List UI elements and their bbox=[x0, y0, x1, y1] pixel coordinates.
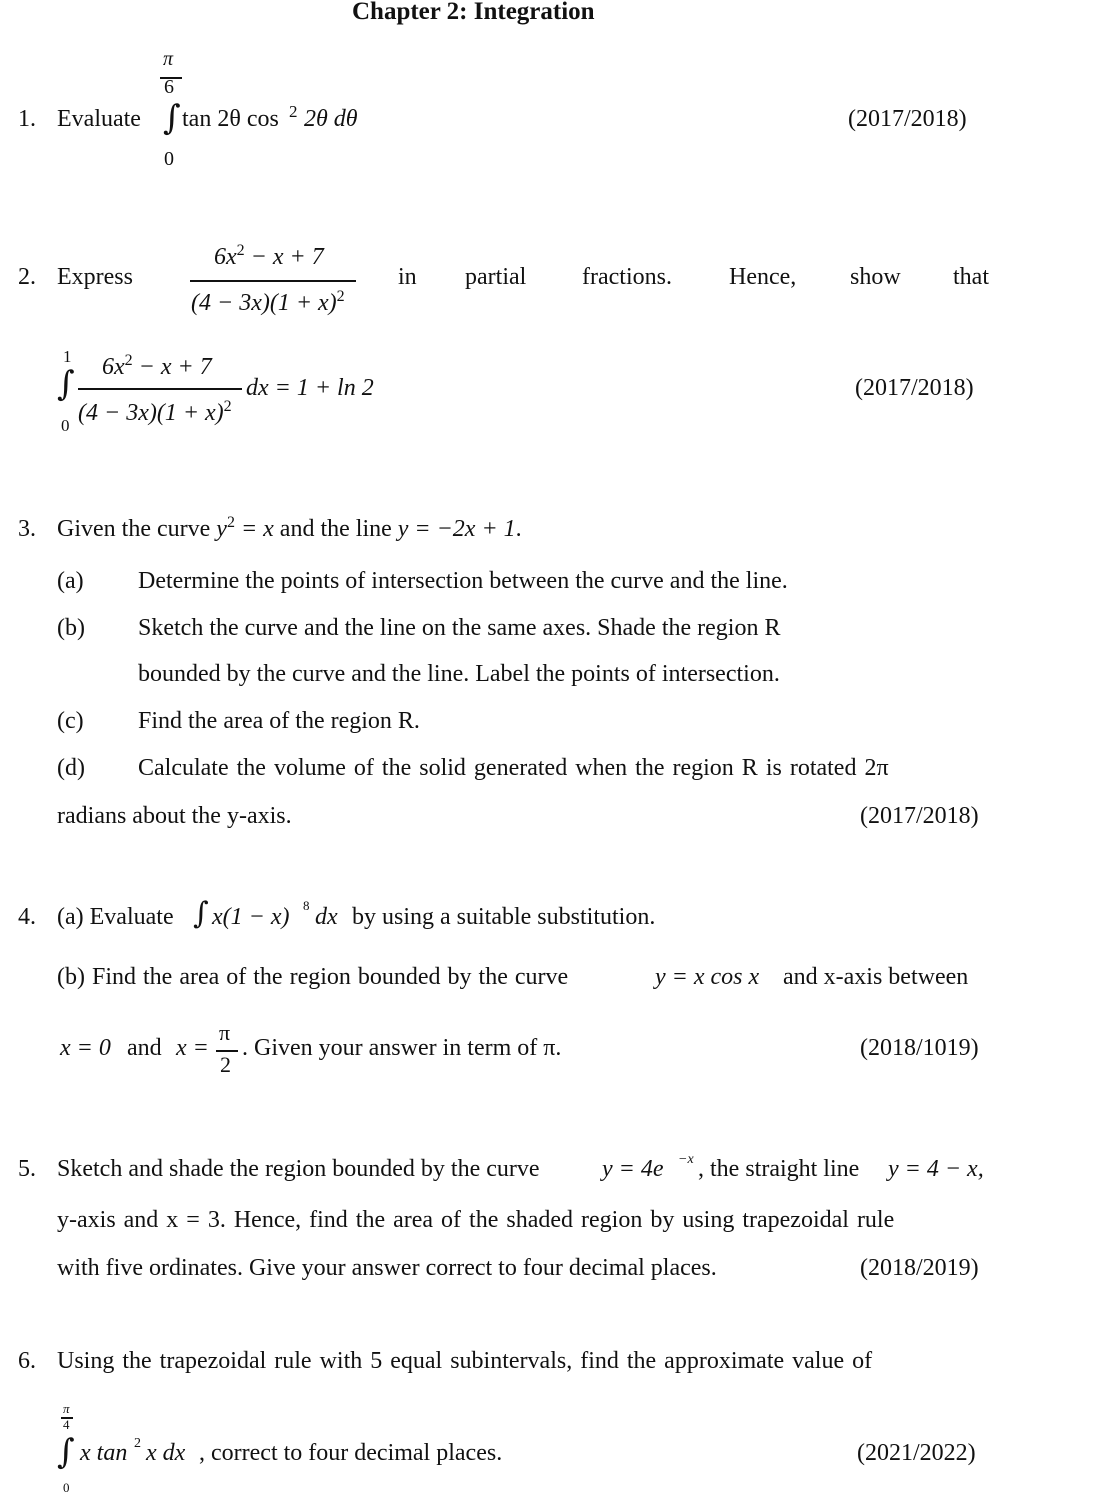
denominator-main: (4 − 3x)(1 + x) bbox=[191, 290, 337, 316]
curve-exponent: −x bbox=[678, 1152, 694, 1167]
integral-upper-limit: 1 bbox=[63, 347, 72, 366]
question-number: 2. bbox=[18, 264, 36, 290]
word: that bbox=[953, 264, 989, 290]
integral-result: dx = 1 + ln 2 bbox=[246, 375, 374, 401]
upper-limit-numerator: π bbox=[163, 48, 174, 70]
part-b-text-3: . Given your answer in term of π. bbox=[242, 1035, 562, 1061]
denominator-exponent: 2 bbox=[336, 288, 345, 305]
line-3-text: with five ordinates. Give your answer correct to four decimal places. bbox=[57, 1255, 717, 1281]
intro-b: and the line bbox=[279, 516, 392, 542]
part-b-two: 2 bbox=[220, 1052, 231, 1077]
fraction-bar bbox=[190, 280, 356, 282]
part-text: Find the area of the region R. bbox=[138, 708, 420, 734]
word: fractions. bbox=[582, 264, 672, 290]
integrand-exponent: 2 bbox=[134, 1436, 141, 1451]
part-b-text-2: and x-axis between bbox=[783, 964, 969, 990]
integral-sign-icon: ∫ bbox=[163, 98, 181, 138]
part-text: Determine the points of intersection between the curve and the line. bbox=[138, 568, 788, 594]
integral-lower-limit: 0 bbox=[61, 416, 70, 435]
integrand-b: 2θ dθ bbox=[304, 106, 358, 132]
numerator-rest: − x + 7 bbox=[132, 354, 212, 380]
integral-sign-icon: ∫ bbox=[193, 896, 209, 931]
part-text: Sketch the curve and the line on the same axes. Shade the region R bbox=[138, 615, 781, 641]
part-b-text: (b) Find the area of the region bounded by the curve bbox=[57, 964, 569, 990]
line-equation: y = 4 − x, bbox=[888, 1156, 984, 1182]
denominator bbox=[191, 290, 345, 317]
word: partial bbox=[465, 264, 527, 290]
year-label: (2017/2018) bbox=[860, 803, 979, 829]
integrand-b: x dx bbox=[146, 1440, 186, 1466]
part-text-continued: bounded by the curve and the line. Label the points of intersection. bbox=[138, 661, 780, 687]
line-equation: y = −2x + 1 bbox=[397, 516, 516, 542]
integral-sign-icon: ∫ bbox=[57, 364, 75, 404]
year-label: (2017/2018) bbox=[855, 375, 974, 401]
part-a-text-2: by using a suitable substitution. bbox=[352, 904, 656, 930]
line-2-text: y-axis and x = 3. Hence, find the area of the shaded region by using trapezoidal rule bbox=[57, 1207, 895, 1233]
part-b-curve: y = x cos x bbox=[655, 964, 760, 990]
intro-end: . bbox=[515, 516, 522, 542]
numerator-rest: − x + 7 bbox=[244, 244, 324, 270]
denominator-main: (4 − 3x)(1 + x) bbox=[78, 400, 224, 426]
line-2-text: , correct to four decimal places. bbox=[199, 1440, 503, 1466]
word: show bbox=[850, 264, 901, 290]
part-label: (d) bbox=[57, 755, 85, 781]
integrand-a: x tan bbox=[80, 1440, 128, 1466]
upper-limit-numerator: π bbox=[63, 1401, 70, 1416]
numerator bbox=[214, 244, 324, 271]
part-b-and: and bbox=[127, 1035, 162, 1061]
question-text: Express bbox=[57, 264, 133, 290]
intro-a: Given the curve bbox=[57, 516, 211, 542]
part-text-continued: radians about the y-axis. bbox=[57, 803, 292, 829]
numerator bbox=[102, 354, 212, 381]
lower-limit: 0 bbox=[164, 148, 174, 170]
part-b-pi: π bbox=[219, 1020, 231, 1045]
numerator-main: 6x bbox=[214, 244, 237, 270]
denominator bbox=[78, 400, 232, 427]
part-a-text: (a) Evaluate bbox=[57, 904, 174, 930]
fraction-bar bbox=[78, 388, 242, 390]
word: Hence, bbox=[729, 264, 797, 290]
line-1-text: Using the trapezoidal rule with 5 equal subintervals, find the approximate value of bbox=[57, 1348, 873, 1374]
year-label: (2017/2018) bbox=[848, 106, 967, 132]
numerator-main: 6x bbox=[102, 354, 125, 380]
lower-limit: 0 bbox=[63, 1480, 70, 1495]
question-number: 5. bbox=[18, 1156, 36, 1182]
question-number: 1. bbox=[18, 106, 36, 132]
year-label: (2018/1019) bbox=[860, 1035, 979, 1061]
part-label: (a) bbox=[57, 568, 84, 594]
year-label: (2018/2019) bbox=[860, 1255, 979, 1281]
curve-rest: = x bbox=[234, 516, 274, 542]
denominator-exponent: 2 bbox=[223, 398, 232, 415]
question-number: 3. bbox=[18, 516, 36, 542]
numerator-exponent: 2 bbox=[124, 352, 133, 369]
integral-sign-icon: ∫ bbox=[57, 1432, 75, 1472]
part-label: (b) bbox=[57, 615, 85, 641]
line-1-text-b: , the straight line bbox=[698, 1156, 860, 1182]
question-number: 4. bbox=[18, 904, 36, 930]
part-b-x1: x = bbox=[176, 1035, 209, 1061]
part-b-x0: x = 0 bbox=[60, 1035, 111, 1061]
curve-equation: y = 4e bbox=[602, 1156, 664, 1182]
page-title: Chapter 2: Integration bbox=[352, 0, 595, 25]
integrand-exponent: 2 bbox=[289, 102, 298, 121]
part-text: Calculate the volume of the solid generated when the region R is rotated 2π bbox=[138, 755, 889, 781]
question-text: Evaluate bbox=[57, 106, 141, 132]
part-a-dx: dx bbox=[315, 904, 338, 930]
upper-limit-denominator: 6 bbox=[164, 76, 174, 98]
curve-exponent: 2 bbox=[226, 514, 235, 531]
upper-limit-denominator: 4 bbox=[63, 1417, 70, 1432]
question-number: 6. bbox=[18, 1348, 36, 1374]
part-a-integrand: x(1 − x) bbox=[212, 904, 290, 930]
part-label: (c) bbox=[57, 708, 84, 734]
integrand-a: tan 2θ cos bbox=[182, 106, 279, 132]
question-intro bbox=[57, 516, 522, 543]
year-label: (2021/2022) bbox=[857, 1440, 976, 1466]
word: in bbox=[398, 264, 417, 290]
numerator-exponent: 2 bbox=[236, 242, 245, 259]
part-a-exponent: 8 bbox=[303, 898, 310, 913]
curve-y: y bbox=[216, 516, 227, 542]
line-1-text: Sketch and shade the region bounded by the curve bbox=[57, 1156, 540, 1182]
